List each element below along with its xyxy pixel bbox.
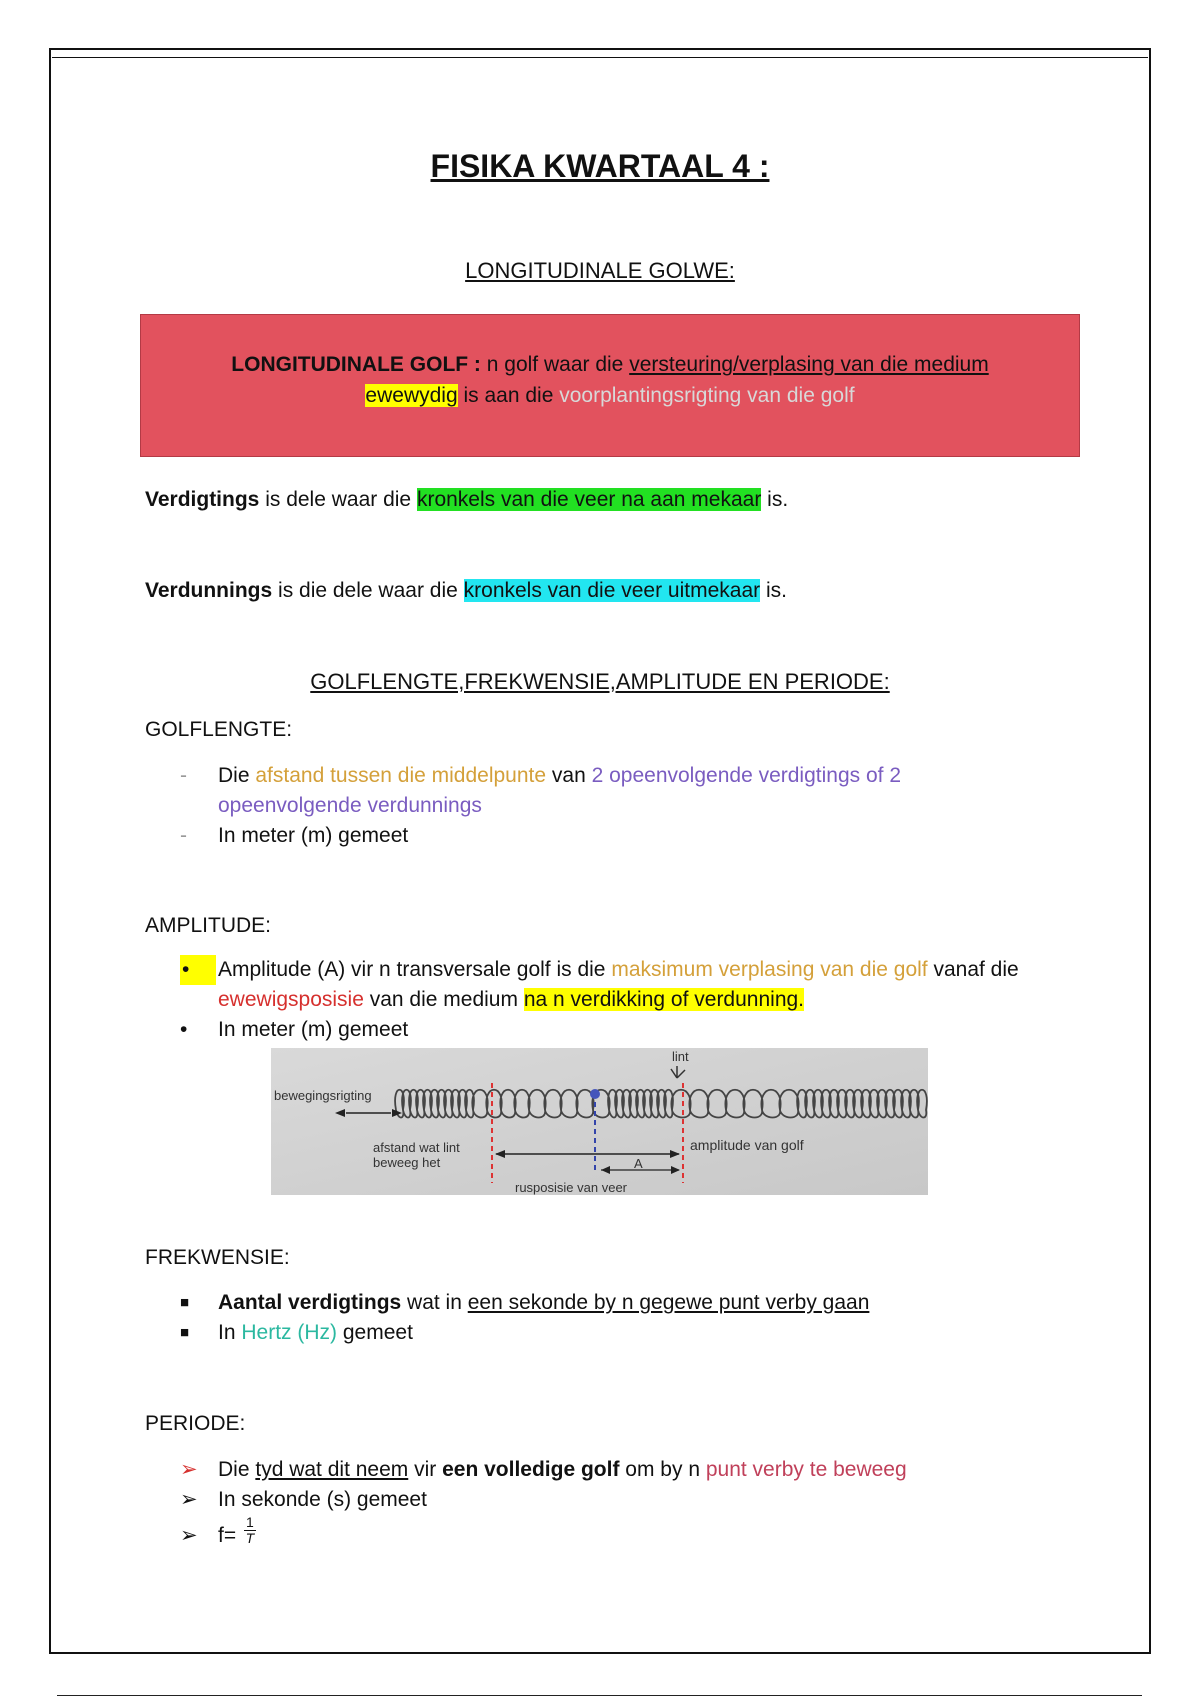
square-bullet: ■ [180, 1294, 190, 1311]
list-item: ➢ Die tyd wat dit neem vir een volledige golf om by n punt verby te beweeg [180, 1455, 1040, 1485]
wavelength-list [180, 761, 1040, 851]
definition-faded: voorplantingsrigting van die golf [559, 384, 855, 407]
amplitude-wave-label: amplitude van golf [690, 1137, 804, 1153]
direction-label: bewegingsrigting [274, 1088, 372, 1103]
bullet-dot: • [180, 1018, 188, 1041]
distance-label-2: beweeg het [373, 1155, 441, 1170]
rest-marker [590, 1089, 600, 1099]
bottom-rule [57, 1695, 1142, 1696]
wavelength-label: GOLFLENGTE: [145, 718, 293, 741]
period-label: PERIODE: [145, 1412, 246, 1435]
dash-bullet: - [180, 764, 187, 787]
section-heading-longitudinal: LONGITUDINALE GOLWE: [465, 258, 735, 283]
page-title: FISIKA KWARTAAL 4 : [430, 148, 770, 184]
arrow-bullet: ➢ [180, 1488, 198, 1511]
section-heading-wave-properties: GOLFLENGTE,FREKWENSIE,AMPLITUDE EN PERIODE: [310, 669, 890, 694]
amplitude-list [180, 955, 1040, 1045]
fraction: $\frac{1}{T}$ [245, 1514, 255, 1546]
list-item: ➢ f= $\frac{1}{T}$ [180, 1515, 1040, 1555]
spring-wave-diagram [271, 1048, 928, 1195]
top-rule [52, 57, 1148, 58]
arrow-bullet: ➢ [180, 1524, 198, 1547]
dash-bullet: - [180, 824, 187, 847]
a-symbol: A [634, 1156, 643, 1171]
amplitude-label: AMPLITUDE: [145, 914, 272, 937]
list-item: - In meter (m) gemeet [180, 821, 1040, 851]
frequency-label: FREKWENSIE: [145, 1246, 290, 1269]
list-item: - Die afstand tussen die middelpunte van 2 opeenvolgende verdigtings of 2 opeenvolgende verdunnings [180, 761, 1040, 821]
period-list [180, 1455, 1040, 1555]
list-item: ➢ In sekonde (s) gemeet [180, 1485, 1040, 1515]
list-item: ■ In Hertz (Hz) gemeet [180, 1318, 1040, 1348]
lint-label: lint [672, 1049, 689, 1064]
definition-highlight: ewewydig [365, 384, 458, 407]
list-item: • In meter (m) gemeet [180, 1015, 1040, 1045]
definition-box: LONGITUDINALE GOLF : n golf waar die versteuring/verplasing van die medium ewewydig is aan die voorplantingsrigting van die golf [140, 314, 1080, 457]
distance-label-1: afstand wat lint [373, 1140, 460, 1155]
frequency-list [180, 1288, 1040, 1348]
definition-term: LONGITUDINALE GOLF : [231, 353, 481, 376]
rest-position-label: rusposisie van veer [515, 1180, 627, 1195]
bullet-dot: • [180, 955, 216, 985]
square-bullet: ■ [180, 1324, 190, 1341]
definition-underlined: versteuring/verplasing van die medium [629, 353, 989, 376]
compressions-definition: Verdigtings is dele waar die kronkels van die veer na aan mekaar is. [145, 488, 789, 511]
rarefactions-definition: Verdunnings is die dele waar die kronkels van die veer uitmekaar is. [145, 579, 787, 602]
arrow-bullet: ➢ [180, 1458, 198, 1481]
list-item: • Amplitude (A) vir n transversale golf is die maksimum verplasing van die golf vanaf die ewewigsposisie van die medium na n verdikking of verdunning. [180, 955, 1040, 1015]
list-item: ■ Aantal verdigtings wat in een sekonde by n gegewe punt verby gaan [180, 1288, 1040, 1318]
